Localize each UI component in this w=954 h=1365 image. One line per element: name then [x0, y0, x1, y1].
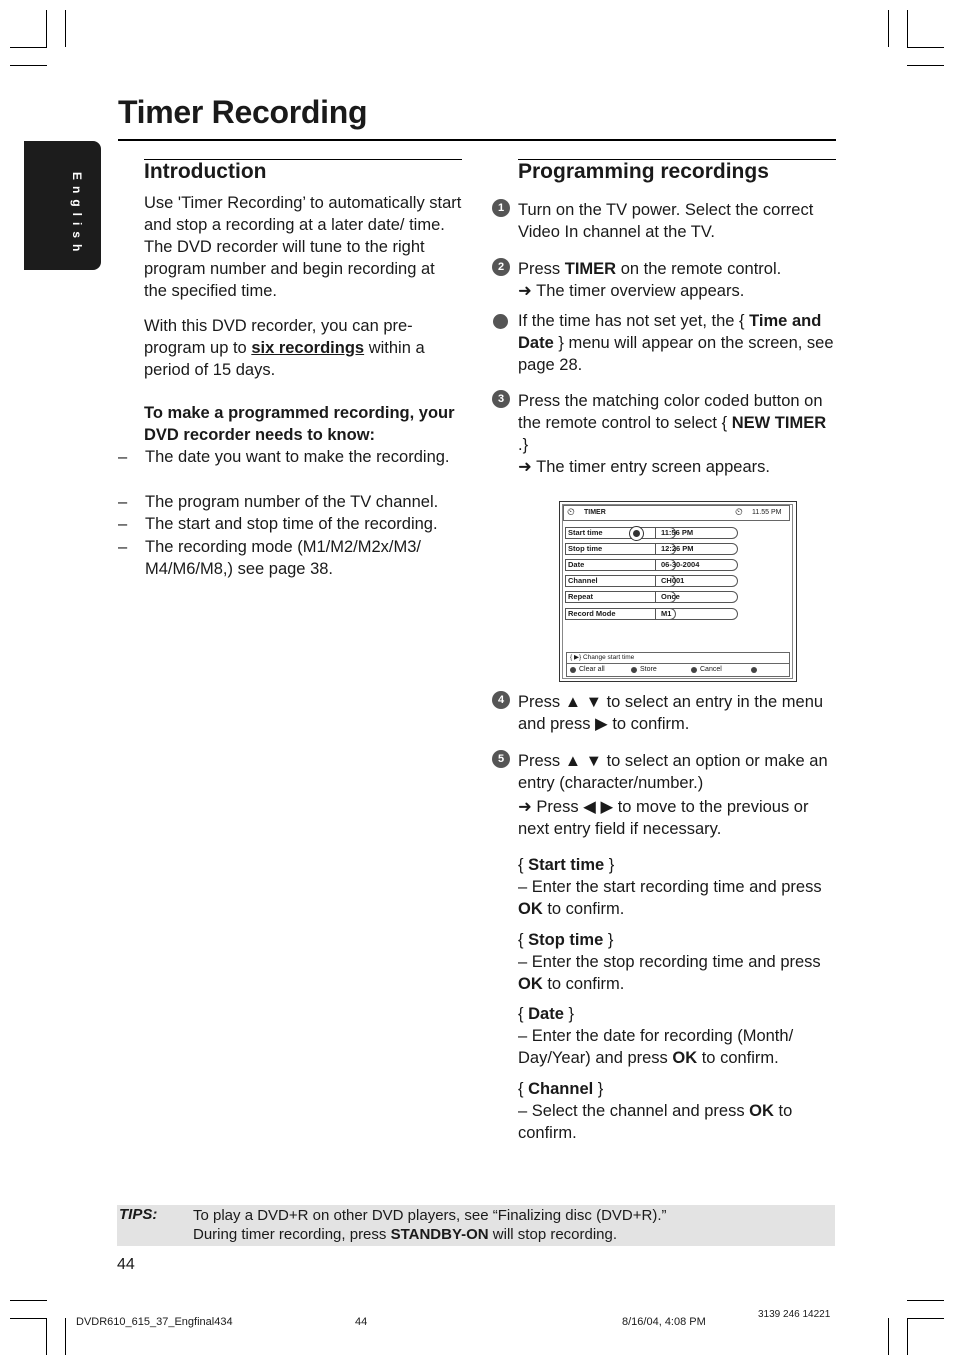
brace: } [603, 931, 614, 949]
intro-paragraph-2 [144, 315, 462, 381]
tips-line-2-end: will stop recording. [488, 1226, 618, 1243]
page-number: 44 [117, 1256, 135, 1273]
list-item [118, 491, 468, 513]
footer-code: 3139 246 14221 [758, 1309, 831, 1320]
requirements-heading: To make a programmed recording, your DVD recorder needs to know: [144, 404, 455, 444]
crop-mark [907, 47, 944, 48]
step-1-text: Turn on the TV power. Select the correct Video In channel at the TV. [518, 201, 814, 241]
page-title: Timer Recording [118, 94, 368, 130]
dash-marker: – [118, 515, 128, 533]
footer-page: 44 [355, 1316, 368, 1328]
crop-mark [46, 10, 47, 47]
osd-row-value: 11:56 PM [655, 527, 738, 539]
osd-row-value: Once [655, 591, 738, 603]
intro-heading: Introduction [144, 160, 267, 183]
intro-paragraph-1: Use 'Timer Recording’ to automatically start and stop a recording at a later date/ time. The DVD recorder will tune to the right program number and begin recording at the specified time. [144, 194, 462, 300]
language-tab-label: English [70, 172, 84, 258]
step-4-text: Press ▲ ▼ to select an entry in the menu and press ▶ to confirm. [518, 693, 824, 733]
crop-mark [10, 65, 47, 66]
osd-row-label: Date [565, 559, 676, 571]
crop-mark [10, 47, 47, 48]
crop-mark [65, 10, 66, 47]
option-name: Stop time [528, 931, 604, 949]
step-number: 2 [492, 258, 510, 276]
footer-filename: DVDR610_615_37_Engfinal434 [76, 1316, 233, 1328]
crop-mark [907, 1318, 944, 1319]
step-number: 4 [492, 691, 510, 709]
brace: } [593, 1080, 604, 1098]
osd-title: TIMER [584, 509, 606, 516]
six-recordings-emphasis: six recordings [251, 339, 365, 357]
osd-row-label: Record Mode [565, 608, 676, 620]
osd-cancel: Cancel [700, 666, 722, 673]
osd-store: Store [640, 666, 657, 673]
step-3-result: ➜ The timer entry screen appears. [518, 458, 770, 476]
list-item [118, 536, 468, 580]
time-date-note [518, 310, 838, 376]
step-number: 1 [492, 199, 510, 217]
crop-mark [907, 1300, 944, 1301]
step-3-text [518, 390, 838, 478]
step-number: 3 [492, 390, 510, 408]
brace: { [518, 1005, 529, 1023]
option-desc: – Select the channel and press [518, 1102, 750, 1120]
bullet-dot-icon [493, 314, 508, 329]
list-item [118, 513, 468, 535]
option-start-time [518, 854, 838, 920]
option-stop-time [518, 929, 838, 995]
crop-mark [10, 1318, 47, 1319]
brace: { [518, 1080, 529, 1098]
list-item-text: The recording mode (M1/M2/M2x/M3/ M4/M6/M8,) see page 38. [145, 538, 422, 578]
intro-p2-text: With this DVD recorder, you can pre-program up to [144, 317, 413, 357]
crop-mark [46, 1318, 47, 1355]
list-item-text: The date you want to make the recording. [145, 448, 450, 466]
title-rule [118, 139, 836, 141]
green-button-icon [631, 667, 637, 673]
step-3-text-c: .} [518, 436, 529, 454]
option-desc: – Enter the stop recording time and press [518, 953, 821, 971]
tips-label: TIPS: [119, 1206, 158, 1223]
osd-clear-all: Clear all [579, 666, 605, 673]
option-date [518, 1003, 838, 1069]
programming-heading: Programming recordings [518, 160, 769, 183]
selector-icon [629, 526, 644, 541]
step-5-text: Press ▲ ▼ to select an option or make an entry (character/number.) [518, 752, 828, 792]
step-2-text-a: Press [518, 260, 565, 278]
osd-row-label: Start time [565, 527, 676, 539]
tips-text [193, 1206, 833, 1244]
note-text-c: } menu will appear on the screen, see page 28. [518, 334, 834, 374]
new-timer-label: NEW TIMER [731, 414, 827, 432]
note-text-a: If the time has not set yet, the { [518, 312, 750, 330]
brace: } [563, 1005, 574, 1023]
tips-line-2: During timer recording, press [193, 1226, 391, 1243]
brace: { [518, 856, 529, 874]
option-desc: – Enter the start recording time and press [518, 878, 822, 896]
list-item-text: The program number of the TV channel. [145, 493, 439, 511]
footer-date: 8/16/04, 4:08 PM [622, 1316, 706, 1328]
osd-hint-text: { ▶} Change start time [570, 654, 635, 661]
crop-mark [907, 1318, 908, 1355]
step-3-text-a: Press the matching color coded button on the remote control to select { [518, 392, 823, 432]
option-name: Channel [528, 1080, 594, 1098]
option-name: Start time [528, 856, 605, 874]
osd-row-value: 12:26 PM [655, 543, 738, 555]
osd-row-label: Stop time [565, 543, 676, 555]
crop-mark [65, 1318, 66, 1355]
dash-marker: – [118, 538, 128, 556]
option-desc: – Enter the date for recording (Month/ Day/Year) and press [518, 1027, 794, 1067]
osd-clock-time: 11.55 PM [752, 509, 782, 516]
crop-mark [888, 10, 889, 47]
option-desc-end: to confirm. [518, 1102, 793, 1142]
step-number: 5 [492, 750, 510, 768]
crop-mark [888, 1318, 889, 1355]
osd-row-value: 06-30-2004 [655, 559, 738, 571]
option-channel [518, 1078, 838, 1144]
option-name: Date [528, 1005, 564, 1023]
blue-button-icon [751, 667, 757, 673]
option-desc-end: to confirm. [697, 1049, 779, 1067]
time-and-date-label: Time and Date [518, 312, 822, 352]
clock-icon: ⏲ [735, 507, 743, 518]
tips-line-1: To play a DVD+R on other DVD players, see “Finalizing disc (DVD+R).” [193, 1207, 667, 1224]
standby-on-key: STANDBY-ON [390, 1226, 489, 1243]
option-desc-end: to confirm. [542, 900, 625, 918]
step-2-text [518, 258, 838, 302]
option-desc-end: to confirm. [542, 975, 625, 993]
crop-mark [907, 10, 908, 47]
step-5-result: ➜ Press ◀ ▶ to move to the previous or next entry field if necessary. [518, 798, 809, 838]
dash-marker: – [118, 493, 128, 511]
ok-key: OK [518, 900, 543, 918]
ok-key: OK [518, 975, 543, 993]
crop-mark [10, 1300, 47, 1301]
crop-mark [907, 65, 944, 66]
ok-key: OK [672, 1049, 698, 1067]
red-button-icon [570, 667, 576, 673]
step-2-text-c: on the remote control. [616, 260, 782, 278]
osd-header [563, 505, 790, 521]
list-item-text: The start and stop time of the recording. [145, 515, 438, 533]
osd-button-bar [566, 663, 790, 677]
selector-dot [633, 530, 640, 537]
osd-row-value: M1 [655, 608, 738, 620]
osd-row-value: CH001 [655, 575, 738, 587]
brace: } [604, 856, 615, 874]
step-2-result: ➜ The timer overview appears. [518, 282, 745, 300]
clock-icon: ⏲ [567, 507, 575, 518]
yellow-button-icon [691, 667, 697, 673]
osd-row-label: Repeat [565, 591, 676, 603]
timer-key-label: TIMER [564, 260, 617, 278]
dash-marker: – [118, 448, 128, 466]
osd-row-label: Channel [565, 575, 676, 587]
language-tab [24, 141, 101, 270]
ok-key: OK [749, 1102, 774, 1120]
brace: { [518, 931, 529, 949]
list-item [118, 446, 468, 490]
intro-p2-text-end: within a period of 15 days. [144, 339, 425, 379]
